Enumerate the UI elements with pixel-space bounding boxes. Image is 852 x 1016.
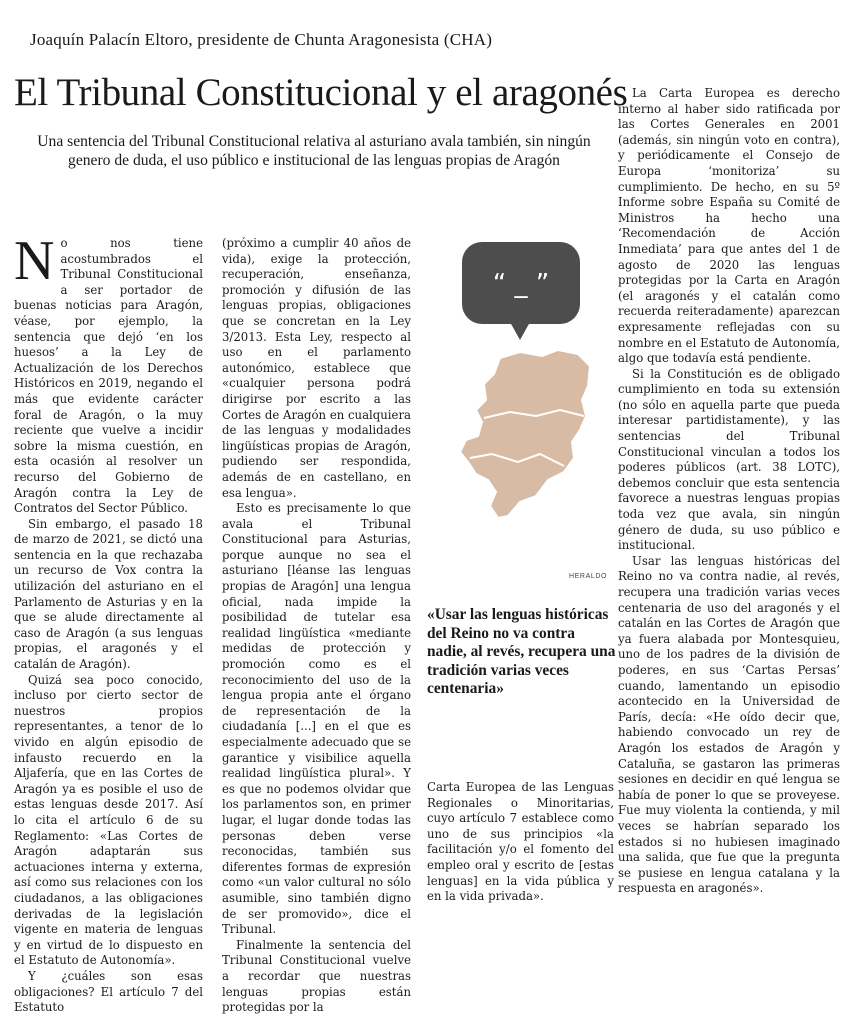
paragraph: Sin embargo, el pasado 18 de marzo de 2021, se dictó una sentencia en la que rechazaba un recurso de Vox contra la utilización del asturiano en el Parlamento de Asturias y en la que se alude directamente al caso de Aragón (a sus lenguas propias, el aragonés y el catalán de Aragón). (14, 516, 203, 672)
paragraph: Esto es precisamente lo que avala el Tribunal Constitucional para Asturias, porque aunque no sea el asturiano [léanse las lenguas propias de Aragón] una lengua oficial, nada impide la posibilidad de tutelar esa realidad lingüística «mediante medidas de protección y promoción como es el reconocimiento del uso de la lengua propia ante el órgano de representación de la ciudadanía [...] en el que es especialmente adecuado que se garantice y visibilice aquella realidad lingüística plural». Y es que no podemos olvidar que los parlamentos son, en primer lugar, el lugar donde todas las personas deben verse reconocidas, también sus diferentes formas de expresión como «un valor cultural no sólo asumible, sino también digno de ser promovido», dice el Tribunal. (222, 501, 411, 937)
aragon-map-shape (460, 350, 590, 518)
speech-bubble-icon (462, 242, 580, 340)
byline: Joaquín Palacín Eltoro, presidente de Chunta Aragonesista (CHA) (30, 30, 493, 49)
paragraph: Quizá sea poco conocido, incluso por cierto sector de nuestros propios representantes, a tenor de lo vivido en algún episodio de infausto recuerdo en la Aljafería, que en las Cortes de Aragón ya es posible el uso de estas lenguas desde 2017. Así lo cita el artículo 6 de su Reglamento: «Las Cortes de Aragón adaptarán sus actuaciones interna y externa, así como sus relaciones con los ciudadanos, a las obligaciones derivadas de la legislación vigente en materia de lenguas y en virtud de lo dispuesto en el Estatuto de Autonomía». (14, 672, 203, 968)
bubble-text: “ _ ” (492, 269, 550, 299)
paragraph: La Carta Europea es derecho interno al haber sido ratificada por las Cortes Generales en 2001 (además, sin ningún voto en contra), y periódicamente el Consejo de Europa ‘monitoriza’ su cumplimiento. De hecho, en su 5º Informe sobre España su Comité de Ministros ha hecho una ‘Recomendación de Acción Inmediata’ para que antes del 1 de agosto de 2020 las lenguas protegidas por la Carta en Aragón (el aragonés y el catalán como recuerda reiteradamente) aparezcan expresamente reflejadas con su nombre en el Estatuto de Autonomía, algo que todavía está pendiente. (618, 86, 840, 366)
lead-line-1: Una sentencia del Tribunal Constitucional relativa al asturiano avala también, sin ningún (37, 133, 591, 150)
text-column-2 (222, 236, 411, 1016)
text-column-1 (14, 230, 203, 1016)
lead-line-2: genero de duda, el uso público e institucional de las lenguas propias de Aragón (68, 152, 560, 169)
text-column-3 (618, 86, 840, 897)
paragraph: (próximo a cumplir 40 años de vida), exige la protección, recuperación, enseñanza, promoción y difusión de las lenguas propias, obligaciones que se concretan en la Ley 3/2013. Esta Ley, respecto al uso en el parlamento autonómico, establece que «cualquier persona podrá dirigirse por escrito a las Cortes de Aragón en cualquiera de las lenguas y modalidades lingüísticas propias de Aragón, pudiendo ser respondida, además de en castellano, en esa lengua». (222, 236, 411, 500)
aragon-map-illustration (440, 240, 600, 540)
paragraph: Si la Constitución es de obligado cumplimiento en toda su extensión (no sólo en aquella parte que pueda interesar partidistamente), y las sentencias del Tribunal Constitucional vinculan a todos los poderes públicos (art. 38 LOTC), debemos concluir que esta sentencia favorece a nuestras lenguas propias toda vez que avala, sin ningún género de duda, su uso público e institucional. (618, 366, 840, 553)
pull-quote: «Usar las lenguas históricas del Reino no va contra nadie, al revés, recupera una tradición varias veces centenaria» (427, 606, 616, 697)
paragraph: Finalmente la sentencia del Tribunal Constitucional vuelve a recordar que nuestras lenguas propias están protegidas por la (222, 937, 411, 1015)
photo-credit: HERALDO (569, 573, 608, 580)
paragraph: Y ¿cuáles son esas obligaciones? El artículo 7 del Estatuto (14, 968, 203, 1015)
text-column-2-continued (427, 780, 614, 905)
paragraph: Carta Europea de las Lenguas Regionales o Minoritarias, cuyo artículo 7 establece como uno de sus principios «la facilitación y/o el fomento del empleo oral y escrito de [estas lenguas] en la vida pública y en la vida privada». (427, 780, 614, 904)
article-title: El Tribunal Constitucional y el aragonés (14, 71, 628, 114)
paragraph (14, 230, 203, 517)
paragraph: Usar las lenguas históricas del Reino no va contra nadie, al revés, recupera una tradición varias veces centenaria de uso del aragonés y el catalán en las Cortes de Aragón que ya fuera alabada por Montesquieu, uno de los padres de la división de poderes, en sus ‘Cartas Persas’ cuando, lamentando un episodio acontecido en la Universidad de París, decía: «He oído decir que, habiendo convocado un rey de Aragón los estados de Aragón y Cataluña, se gastaron las primeras sesiones en decidir en qué lengua se había de poner lo que se proveyese. Fue muy violenta la contienda, y mil veces se habrían separado los estados si no hubiesen imaginado una salida, que fue que la pregunta se pusiese en lengua catalana y la respuesta en aragonés». (618, 553, 840, 896)
article-lead (14, 132, 614, 170)
paragraph-text: o nos tiene acostumbrados el Tribunal Constitucional a ser portador de buenas noticias para Aragón, véase, por ejemplo, la sentencia que dejó ‘en los huesos’ a la Ley de Actualización de los Derechos Históricos en 2019, negando el más que evidente carácter foral de Aragón, o la muy reciente que vuelve a incidir sobre la misma cuestión, en esta ocasión al resolver un recurso del Gobierno de Aragón contra la Ley de Contratos del Sector Público. (14, 236, 203, 516)
drop-cap: N (14, 230, 55, 292)
